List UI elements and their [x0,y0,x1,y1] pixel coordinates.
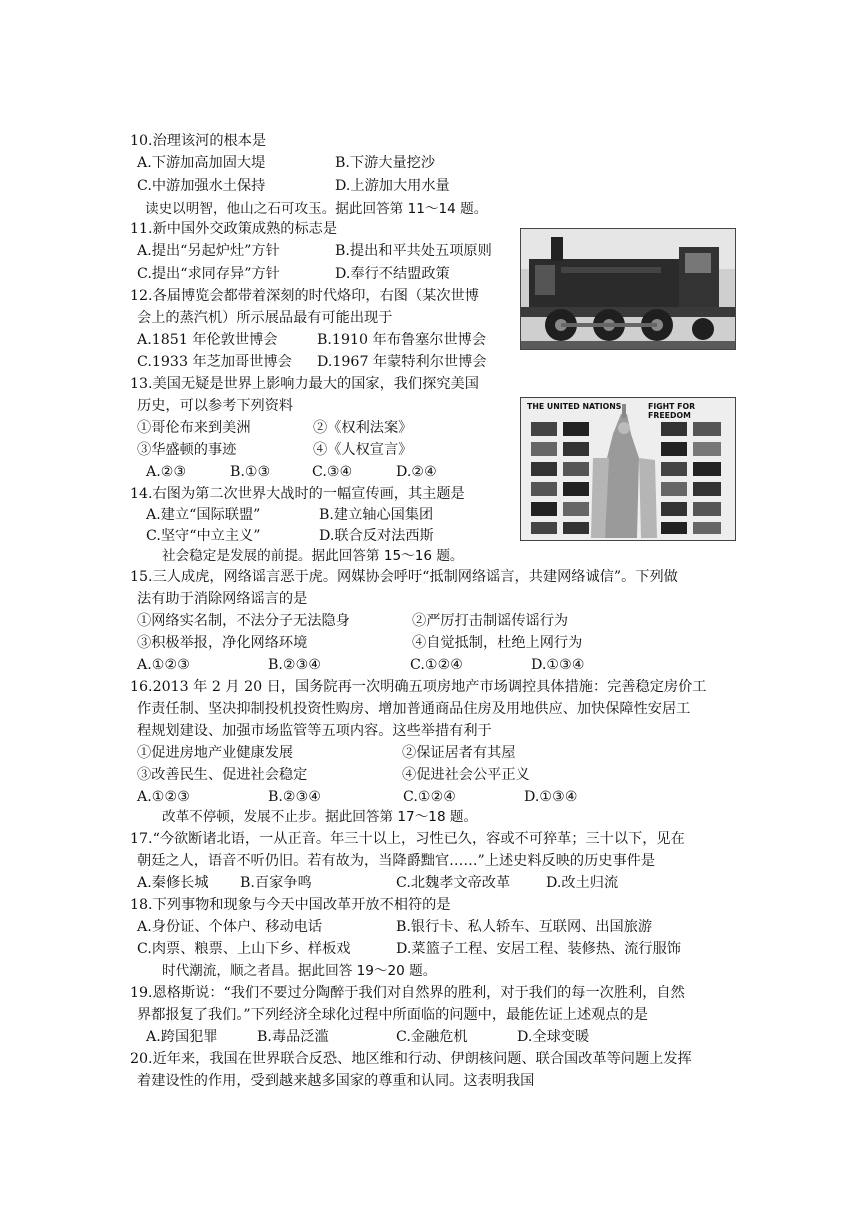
q15-stem-line-2: 法有助于消除网络谣言的是 [137,591,308,607]
q17-stem-line-1: 17.“今欲断诸北语，一从正音。年三十以上，习性已久，容或不可猝革；三十以下，见在 [130,831,685,847]
q13-item-4: ④《人权宣言》 [313,442,413,458]
q19-option-b: B.毒品泛滥 [257,1029,329,1045]
q18-option-d: D.菜篮子工程、安居工程、装修热、流行服饰 [396,941,681,957]
q13-item-2: ②《权利法案》 [313,420,413,436]
q12-option-c: C.1933 年芝加哥世博会 [137,354,292,370]
steam-locomotive-photo [520,228,736,350]
q20-stem-line-2: 着建设性的作用，受到越来越多国家的尊重和认同。这表明我国 [137,1073,535,1089]
q16-option-d: D.①③④ [524,789,578,805]
q14-option-d: D.联合反对法西斯 [319,528,434,544]
q15-option-a: A.①②③ [137,657,190,673]
statue-of-liberty-flags-icon [521,398,735,540]
wwii-propaganda-poster [520,397,736,541]
q13-option-d: D.②④ [396,464,437,480]
q19-stem-line-1: 19.恩格斯说：“我们不要过分陶醉于我们对自然界的胜利，对于我们的每一次胜利，自然 [130,985,685,1001]
poster-title-right: FIGHT FOR FREEDOM [648,402,696,420]
q11-option-c: C.提出“求同存异”方针 [137,266,280,282]
q15-item-3: ③积极举报，净化网络环境 [137,635,308,651]
q16-item-1: ①促进房地产业健康发展 [137,745,294,761]
q12-stem-line-2: 会上的蒸汽机）所示展品最有可能出现于 [137,310,393,326]
q16-item-3: ③改善民生、促进社会稳定 [137,767,308,783]
q16-option-b: B.②③④ [268,789,322,805]
q18-option-a: A.身份证、个体户、移动电话 [137,919,323,935]
poster-title-left: THE UNITED NATIONS [527,402,622,411]
q11-option-b: B.提出和平共处五项原则 [335,243,492,259]
q14-option-a: A.建立“国际联盟” [146,507,261,523]
q10-option-c: C.中游加强水土保持 [137,178,266,194]
q13-item-3: ③华盛顿的事迹 [137,442,237,458]
q17-stem-line-2: 朝廷之人，语音不听仍旧。若有故为，当降爵黜官……”上述史料反映的历史事件是 [137,853,656,869]
q13-option-a: A.②③ [146,464,187,480]
q18-stem: 18.下列事物和现象与今天中国改革开放不相符的是 [130,897,451,913]
q17-option-c: C.北魏孝文帝改革 [396,875,511,891]
section-intro-17-18: 改革不停顿，发展不止步。据此回答第 17～18 题。 [162,809,478,825]
section-intro-15-16: 社会稳定是发展的前提。据此回答第 15～16 题。 [162,548,464,564]
q12-stem-line-1: 12.各届博览会都带着深刻的时代烙印，右图（某次世博 [130,288,479,304]
q19-option-a: A.跨国犯罪 [146,1029,218,1045]
q16-stem-line-3: 程规划建设、加强市场监管等五项内容。这些举措有利于 [137,723,492,739]
q10-option-d: D.上游加大用水量 [335,178,450,194]
q16-stem-line-2: 作责任制、坚决抑制投机投资性购房、增加普通商品住房及用地供应、加快保障性安居工 [137,701,691,717]
q17-option-a: A.秦修长城 [137,875,209,891]
q13-option-c: C.③④ [312,464,353,480]
q14-option-b: B.建立轴心国集团 [319,507,434,523]
q18-option-b: B.银行卡、私人轿车、互联网、出国旅游 [396,919,653,935]
q17-option-d: D.改土归流 [546,875,619,891]
q11-option-d: D.奉行不结盟政策 [335,266,450,282]
q16-option-a: A.①②③ [137,789,190,805]
q16-stem-line-1: 16.2013 年 2 月 20 日，国务院再一次明确五项房地产市场调控具体措施：完善稳定房价工 [130,679,707,695]
q16-item-4: ④促进社会公平正义 [402,767,530,783]
section-intro-19-20: 时代潮流，顺之者昌。据此回答 19～20 题。 [162,963,437,979]
q17-option-b: B.百家争鸣 [240,875,312,891]
q15-item-1: ①网络实名制，不法分子无法隐身 [137,613,350,629]
q13-stem-line-2: 历史，可以参考下列资料 [137,398,294,414]
q12-option-b: B.1910 年布鲁塞尔世博会 [317,332,487,348]
q18-option-c: C.肉票、粮票、上山下乡、样板戏 [137,941,351,957]
q20-stem-line-1: 20.近年来，我国在世界联合反恐、地区维和行动、伊朗核问题、联合国改革等问题上发挥 [130,1051,692,1067]
q12-option-a: A.1851 年伦敦世博会 [137,332,278,348]
q19-stem-line-2: 界都报复了我们。”下列经济全球化过程中所面临的问题中，最能佐证上述观点的是 [137,1007,648,1023]
q16-item-2: ②保证居者有其屋 [402,745,516,761]
q10-option-a: A.下游加高加固大堤 [137,155,266,171]
q12-option-d: D.1967 年蒙特利尔世博会 [317,354,487,370]
q11-stem: 11.新中国外交政策成熟的标志是 [130,221,338,237]
section-intro-11-14: 读史以明智，他山之石可攻玉。据此回答第 11～14 题。 [145,201,488,217]
q15-item-4: ④自觉抵制，杜绝上网行为 [412,635,583,651]
q15-option-c: C.①②④ [410,657,464,673]
q15-stem-line-1: 15.三人成虎，网络谣言恶于虎。网媒协会呼吁“抵制网络谣言，共建网络诚信”。下列做 [130,569,678,585]
q15-option-b: B.②③④ [268,657,322,673]
q15-item-2: ②严厉打击制谣传谣行为 [412,613,569,629]
q13-option-b: B.①③ [230,464,271,480]
q10-stem: 10.治理该河的根本是 [130,133,267,149]
q13-stem-line-1: 13.美国无疑是世界上影响力最大的国家，我们探究美国 [130,376,479,392]
q19-option-c: C.金融危机 [396,1029,468,1045]
q11-option-a: A.提出“另起炉灶”方针 [137,243,280,259]
q16-option-c: C.①②④ [403,789,457,805]
q19-option-d: D.全球变暖 [517,1029,590,1045]
q14-stem: 14.右图为第二次世界大战时的一幅宣传画，其主题是 [130,486,465,502]
q10-option-b: B.下游大量挖沙 [335,155,436,171]
q14-option-c: C.坚守“中立主义” [146,528,261,544]
q15-option-d: D.①③④ [531,657,585,673]
steam-locomotive-icon [521,229,735,349]
q13-item-1: ①哥伦布来到美洲 [137,420,251,436]
